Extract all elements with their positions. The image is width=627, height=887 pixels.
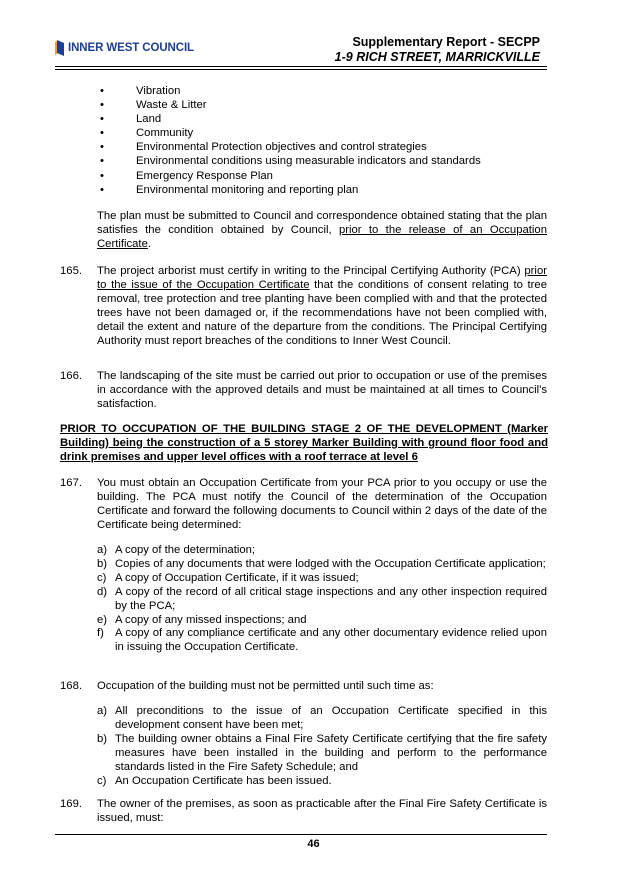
- bullet-item: • Emergency Response Plan: [100, 170, 550, 184]
- item-label: a): [97, 544, 108, 556]
- list-item: [97, 733, 547, 775]
- list-item: [97, 572, 547, 586]
- c165-underlined: prior to the issue of the Occupation Certificate: [97, 265, 547, 291]
- condition-number: 167.: [60, 477, 82, 489]
- condition-number: 169.: [60, 798, 82, 810]
- report-header: [335, 35, 540, 65]
- item-text: A copy of any missed inspections; and: [115, 613, 307, 626]
- plan-end: .: [147, 237, 151, 250]
- item-text: A copy of the record of all critical stage inspections and any other inspection required by the PCA;: [115, 585, 547, 612]
- item-label: b): [97, 557, 108, 570]
- footer-rule: [55, 834, 547, 835]
- item-text: A copy of any compliance certificate and any other documentary evidence relied upon in issuing the Occupation Certificate.: [115, 627, 547, 654]
- item-label: f): [97, 627, 104, 640]
- list-item: [97, 544, 547, 558]
- condition-168-list: [97, 705, 547, 788]
- item-label: c): [97, 774, 107, 787]
- report-address: 1-9 RICH STREET, MARRICKVILLE: [334, 50, 540, 64]
- bullet-list: [100, 85, 550, 198]
- bullet-item: • Land: [100, 113, 550, 127]
- c165-text-a: The project arborist must certify in writing to the Principal Certifying Authority (PCA): [97, 265, 525, 277]
- council-logo: [55, 39, 194, 57]
- bullet-item: • Waste & Litter: [100, 99, 550, 113]
- item-text: The building owner obtains a Final Fire Safety Certificate certifying that the fire safety measures have been installed in the building and perform to the performance standards listed in the Fire Safety Schedule; and: [115, 732, 547, 773]
- condition-number: 168.: [60, 680, 82, 692]
- list-item: [97, 705, 547, 733]
- item-text: Copies of any documents that were lodged with the Occupation Certificate application;: [115, 557, 546, 570]
- item-text: All preconditions to the issue of an Occupation Certificate specified in this development consent have been met;: [115, 705, 547, 731]
- c165-text-b: that the conditions of consent relating to tree removal, tree protection and tree planting have been complied with and that the protected trees have not been damaged or, if the recommendations have not been complied with, detail the extent and nature of the departure from the conditions. The Principal Certifying Authority must report breaches of the conditions to Inner West Council.: [97, 278, 547, 347]
- council-logo-icon: [55, 40, 65, 56]
- condition-number: 165.: [60, 265, 82, 277]
- condition-166: The landscaping of the site must be carried out prior to occupation or use of the premises in accordance with the approved details and must be maintained at all times to Council's satisfaction.: [97, 370, 547, 410]
- condition-165: [97, 265, 547, 348]
- item-label: e): [97, 613, 108, 626]
- bullet-item: • Environmental Protection objectives and control strategies: [100, 141, 550, 155]
- list-item: [97, 586, 547, 614]
- plan-text: The plan must be submitted to Council and correspondence obtained stating that the plan satisfies the condition obtained by Council,: [97, 210, 547, 236]
- section-heading: PRIOR TO OCCUPATION OF THE BUILDING STAGE 2 OF THE DEVELOPMENT (Marker Building) being the construction of a 5 storey Marker Building with ground floor food and drink premises and upper level offices with a roof terrace at level 6: [60, 423, 548, 463]
- condition-168: Occupation of the building must not be permitted until such time as:: [97, 680, 434, 692]
- header-rule-2: [55, 69, 547, 70]
- condition-167-list: [97, 544, 547, 655]
- item-label: a): [97, 705, 108, 717]
- bullet-item: • Environmental monitoring and reporting plan: [100, 184, 550, 198]
- bullet-item: • Vibration: [100, 85, 550, 99]
- header-rule-1: [55, 66, 547, 67]
- item-text: An Occupation Certificate has been issued.: [115, 774, 332, 787]
- condition-number: 166.: [60, 370, 82, 382]
- condition-169: The owner of the premises, as soon as practicable after the Final Fire Safety Certificate is issued, must:: [97, 798, 547, 824]
- item-label: d): [97, 585, 108, 598]
- logo-text: INNER WEST COUNCIL: [68, 42, 194, 54]
- item-label: c): [97, 571, 107, 584]
- list-item: [97, 558, 547, 572]
- bullet-item: • Environmental conditions using measurable indicators and standards: [100, 155, 550, 169]
- list-item: [97, 614, 547, 628]
- item-label: b): [97, 732, 108, 745]
- plan-paragraph: [97, 210, 547, 252]
- bullet-item: • Community: [100, 127, 550, 141]
- page-number: 46: [307, 838, 320, 850]
- list-item: [97, 627, 547, 655]
- item-text: A copy of the determination;: [115, 544, 256, 556]
- plan-underlined: prior to the release of an Occupation Certificate: [97, 223, 547, 250]
- list-item: [97, 775, 547, 789]
- report-title: Supplementary Report - SECPP: [352, 35, 540, 49]
- condition-167: You must obtain an Occupation Certificate from your PCA prior to you occupy or use the building. The PCA must notify the Council of the determination of the Occupation Certificate and forward the following documents to Council within 2 days of the date of the Certificate being determined:: [97, 477, 547, 531]
- item-text: A copy of Occupation Certificate, if it was issued;: [115, 571, 359, 584]
